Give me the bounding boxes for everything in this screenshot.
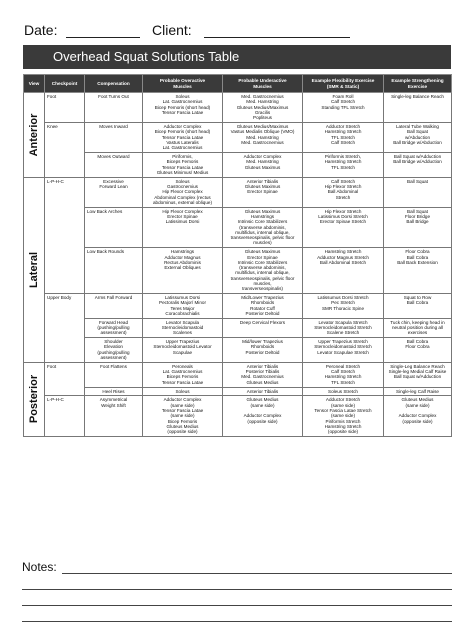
- flexibility-cell: Piriformis Stretch, Hamstring Stretch TFL Stretch: [303, 152, 384, 177]
- notes-line[interactable]: [22, 589, 452, 590]
- compensation-cell: Moves Outward: [85, 152, 143, 177]
- compensation-cell: Shoulder Elevation (pushing/pulling assessment): [85, 338, 143, 363]
- flexibility-cell: Soleus Stretch: [303, 387, 384, 396]
- underactive-cell: Anterior Tibialis Posterior Tibialis Med. Gastrocnemius Gluteus Medius: [223, 362, 303, 387]
- view-label: Lateral: [28, 251, 40, 288]
- overactive-cell: Peroneals Lat. Gastrocnemius Biceps Femoris Tensor Fascia Latae: [143, 362, 223, 387]
- strengthening-cell: Squat to Row Ball Cobra: [384, 294, 452, 319]
- checkpoint-cell: Foot: [45, 362, 85, 395]
- strengthening-cell: Single-Leg Balance Reach Single-leg Medial Calf Raise Ball Squat w/Adduction: [384, 362, 452, 387]
- underactive-cell: Gluteus Medius/Maximus Vastus Medialis Oblique (VMO) Med. Hamstring Med. Gastrocnemius: [223, 122, 303, 152]
- underactive-cell: Anterior Tibialis Gluteus Maximus Erector Spinae: [223, 177, 303, 207]
- client-field[interactable]: [204, 37, 350, 38]
- table-row: [24, 122, 452, 152]
- view-label: Posterior: [28, 375, 40, 424]
- flexibility-cell: Adductor Stretch Hamstring Stretch TFL Stretch Calf Stretch: [303, 122, 384, 152]
- col-header-strengthening: Example Strengthening Exercise: [384, 75, 452, 93]
- overactive-cell: Soleus Gastrocnemius Hip Flexor Complex Abdominal Complex (rectus abdominus, external oblique): [143, 177, 223, 207]
- flexibility-cell: Calf Stretch Hip Flexor Stretch Ball Abdominal Stretch: [303, 177, 384, 207]
- strengthening-cell: Ball Squat Floor Bridge Ball Bridge: [384, 207, 452, 248]
- checkpoint-cell: L-P-H-C: [45, 177, 85, 293]
- date-field[interactable]: [66, 37, 140, 38]
- underactive-cell: Mid/Lower Trapezius Rhomboids Rotator Cuff Posterior Deltoid: [223, 294, 303, 319]
- compensation-cell: Asymmetrical Weight Shift: [85, 396, 143, 437]
- compensation-cell: Forward Head (pushing/pulling assessment): [85, 318, 143, 337]
- flexibility-cell: Hip Flexor Stretch Latissimus Dorsi Stretch Erector Spinae Stretch: [303, 207, 384, 248]
- compensation-cell: Low Back Rounds: [85, 248, 143, 294]
- overactive-cell: Latissumus Dorsi Pectoralis Major/ Minor Teres Major Coracobrachialis: [143, 294, 223, 319]
- compensation-cell: Foot Flattens: [85, 362, 143, 387]
- overactive-cell: Soleus Lat. Gastrocnemius Bicep Femoris (short head) Tensor Fascia Latae: [143, 93, 223, 123]
- underactive-cell: Med. Gastrocnemius Med. Hamstring Gluteus Medius/Maximus Gracilis Popliteus: [223, 93, 303, 123]
- overactive-cell: Hip Flexor Complex Erector Spinae Latissimus Dorsi: [143, 207, 223, 248]
- col-header-underactive: Probable Underactive Muscles: [223, 75, 303, 93]
- flexibility-cell: Peroneal Stretch Calf Stretch Hamstring Stretch TFL Stretch: [303, 362, 384, 387]
- view-lateral: [24, 177, 45, 362]
- table-row: [24, 387, 452, 396]
- table-row: [24, 177, 452, 207]
- view-posterior: [24, 362, 45, 436]
- overactive-cell: Adductor Complex (same side) Tensor Fascia Latae (same side) Bicep Femoris Gluteus Medius (opposite side): [143, 396, 223, 437]
- table-row: [24, 396, 452, 437]
- notes-line[interactable]: [62, 573, 452, 574]
- table-header-row: [24, 75, 452, 93]
- compensation-cell: Arms Fall Forward: [85, 294, 143, 319]
- compensation-cell: Heel Rises: [85, 387, 143, 396]
- table-row: [24, 248, 452, 294]
- strengthening-cell: Ball Squat: [384, 177, 452, 207]
- overactive-cell: Piriformis, Biceps Femoris Tensor Fascia Latae Gluteus Minimus/ Medius: [143, 152, 223, 177]
- underactive-cell: Gluteus Maximus Erector Spinae Intrinsic Core Stabilizers (transverse abdominis, multifidus, internal oblique, transverseospinalis, pelvic floor muscles, transverseospinalis): [223, 248, 303, 294]
- col-header-checkpoint: Checkpoint: [45, 75, 85, 93]
- flexibility-cell: Foam Roll Calf Stretch Standing TFL Stretch: [303, 93, 384, 123]
- strengthening-cell: Ball Cobra Floor Cobra: [384, 338, 452, 363]
- flexibility-cell: Latissumus Dorsi Stretch Pec Stretch SMR Thoracic Spine: [303, 294, 384, 319]
- overactive-cell: Soleus: [143, 387, 223, 396]
- compensation-cell: Excessive Forward Lean: [85, 177, 143, 207]
- compensation-cell: Foot Turns Out: [85, 93, 143, 123]
- overactive-cell: Upper Trapezius Sternocleidomastoid Levator Scapulae: [143, 338, 223, 363]
- view-label: Anterior: [28, 113, 40, 157]
- table-row: [24, 294, 452, 319]
- notes-line[interactable]: [22, 605, 452, 606]
- flexibility-cell: Adductor Stretch (same side) Tensor Fascia Latae Stretch (same side) Piriformis Stretch Hamstring Stretch (opposite side): [303, 396, 384, 437]
- overactive-cell: Adductor Complex Bicep Femoris (short head) Tensor Fascia Latae Vastus Lateralis Lat. Gastrocnemius: [143, 122, 223, 152]
- strengthening-cell: Single-leg Calf Raise: [384, 387, 452, 396]
- flexibility-cell: Upper Trapezius Stretch Sternocleidomastoid Stretch Levator Scapulae Stretch: [303, 338, 384, 363]
- solutions-table: [23, 74, 452, 437]
- col-header-compensation: Compensation: [85, 75, 143, 93]
- compensation-cell: Moves Inward: [85, 122, 143, 152]
- strengthening-cell: Tuck chin, keeping head in neutral position during all exercises: [384, 318, 452, 337]
- view-anterior: [24, 93, 45, 178]
- underactive-cell: Deep Cervical Flexors: [223, 318, 303, 337]
- table-row: [24, 93, 452, 123]
- date-label: Date:: [24, 22, 58, 38]
- table-row: [24, 152, 452, 177]
- table-row: [24, 362, 452, 387]
- table-title: Overhead Squat Solutions Table: [23, 45, 451, 69]
- checkpoint-cell: L-P-H-C: [45, 396, 85, 437]
- strengthening-cell: Single-leg Balance Reach: [384, 93, 452, 123]
- flexibility-cell: Hamstring Stretch Adductor Magnus Stretch Ball Abdominal Stretch: [303, 248, 384, 294]
- compensation-cell: Low Back Arches: [85, 207, 143, 248]
- table-row: [24, 207, 452, 248]
- table-row: [24, 318, 452, 337]
- notes-label: Notes:: [22, 560, 57, 574]
- strengthening-cell: Ball Squat w/Adduction Ball Bridge w/Adduction: [384, 152, 452, 177]
- overactive-cell: Levator Scapula Sternocleidomastoid Scalenes: [143, 318, 223, 337]
- flexibility-cell: Levator Scapula Stretch Sternocleidomastoid Stretch Scalene Stretch: [303, 318, 384, 337]
- notes-line[interactable]: [22, 621, 452, 622]
- underactive-cell: Gluteus Maximus Hamstrings Intrinsic Core Stabilizers (transverse abdominis, multifidus, internal oblique, transverseospinalis, pelvic floor muscles): [223, 207, 303, 248]
- checkpoint-cell: Foot: [45, 93, 85, 123]
- client-label: Client:: [152, 22, 192, 38]
- underactive-cell: Anterior Tibialis: [223, 387, 303, 396]
- form-header: [22, 22, 452, 42]
- underactive-cell: Adductor Complex Med. Hamstring Gluteus Maximus: [223, 152, 303, 177]
- underactive-cell: Mid/lower Trapezius Rhomboids Posterior Deltoid: [223, 338, 303, 363]
- col-header-overactive: Probable Overactive Muscles: [143, 75, 223, 93]
- overactive-cell: Hamstrings Adductor Magnus Rectus Abdominis External Obliques: [143, 248, 223, 294]
- strengthening-cell: Lateral Tube Walking Ball Squat w/Abduction Ball Bridge w/Abduction: [384, 122, 452, 152]
- table-row: [24, 338, 452, 363]
- strengthening-cell: Floor Cobra Ball Cobra Ball Back Extension: [384, 248, 452, 294]
- underactive-cell: Gluteus Medius (same side) Adductor Complex (opposite side): [223, 396, 303, 437]
- checkpoint-cell: Knee: [45, 122, 85, 177]
- col-header-view: View: [24, 75, 45, 93]
- checkpoint-cell: Upper Body: [45, 294, 85, 363]
- strengthening-cell: Gluteus Medius (same side) Adductor Complex (opposite side): [384, 396, 452, 437]
- col-header-flexibility: Example Flexibility Exercise (SMR & Static): [303, 75, 384, 93]
